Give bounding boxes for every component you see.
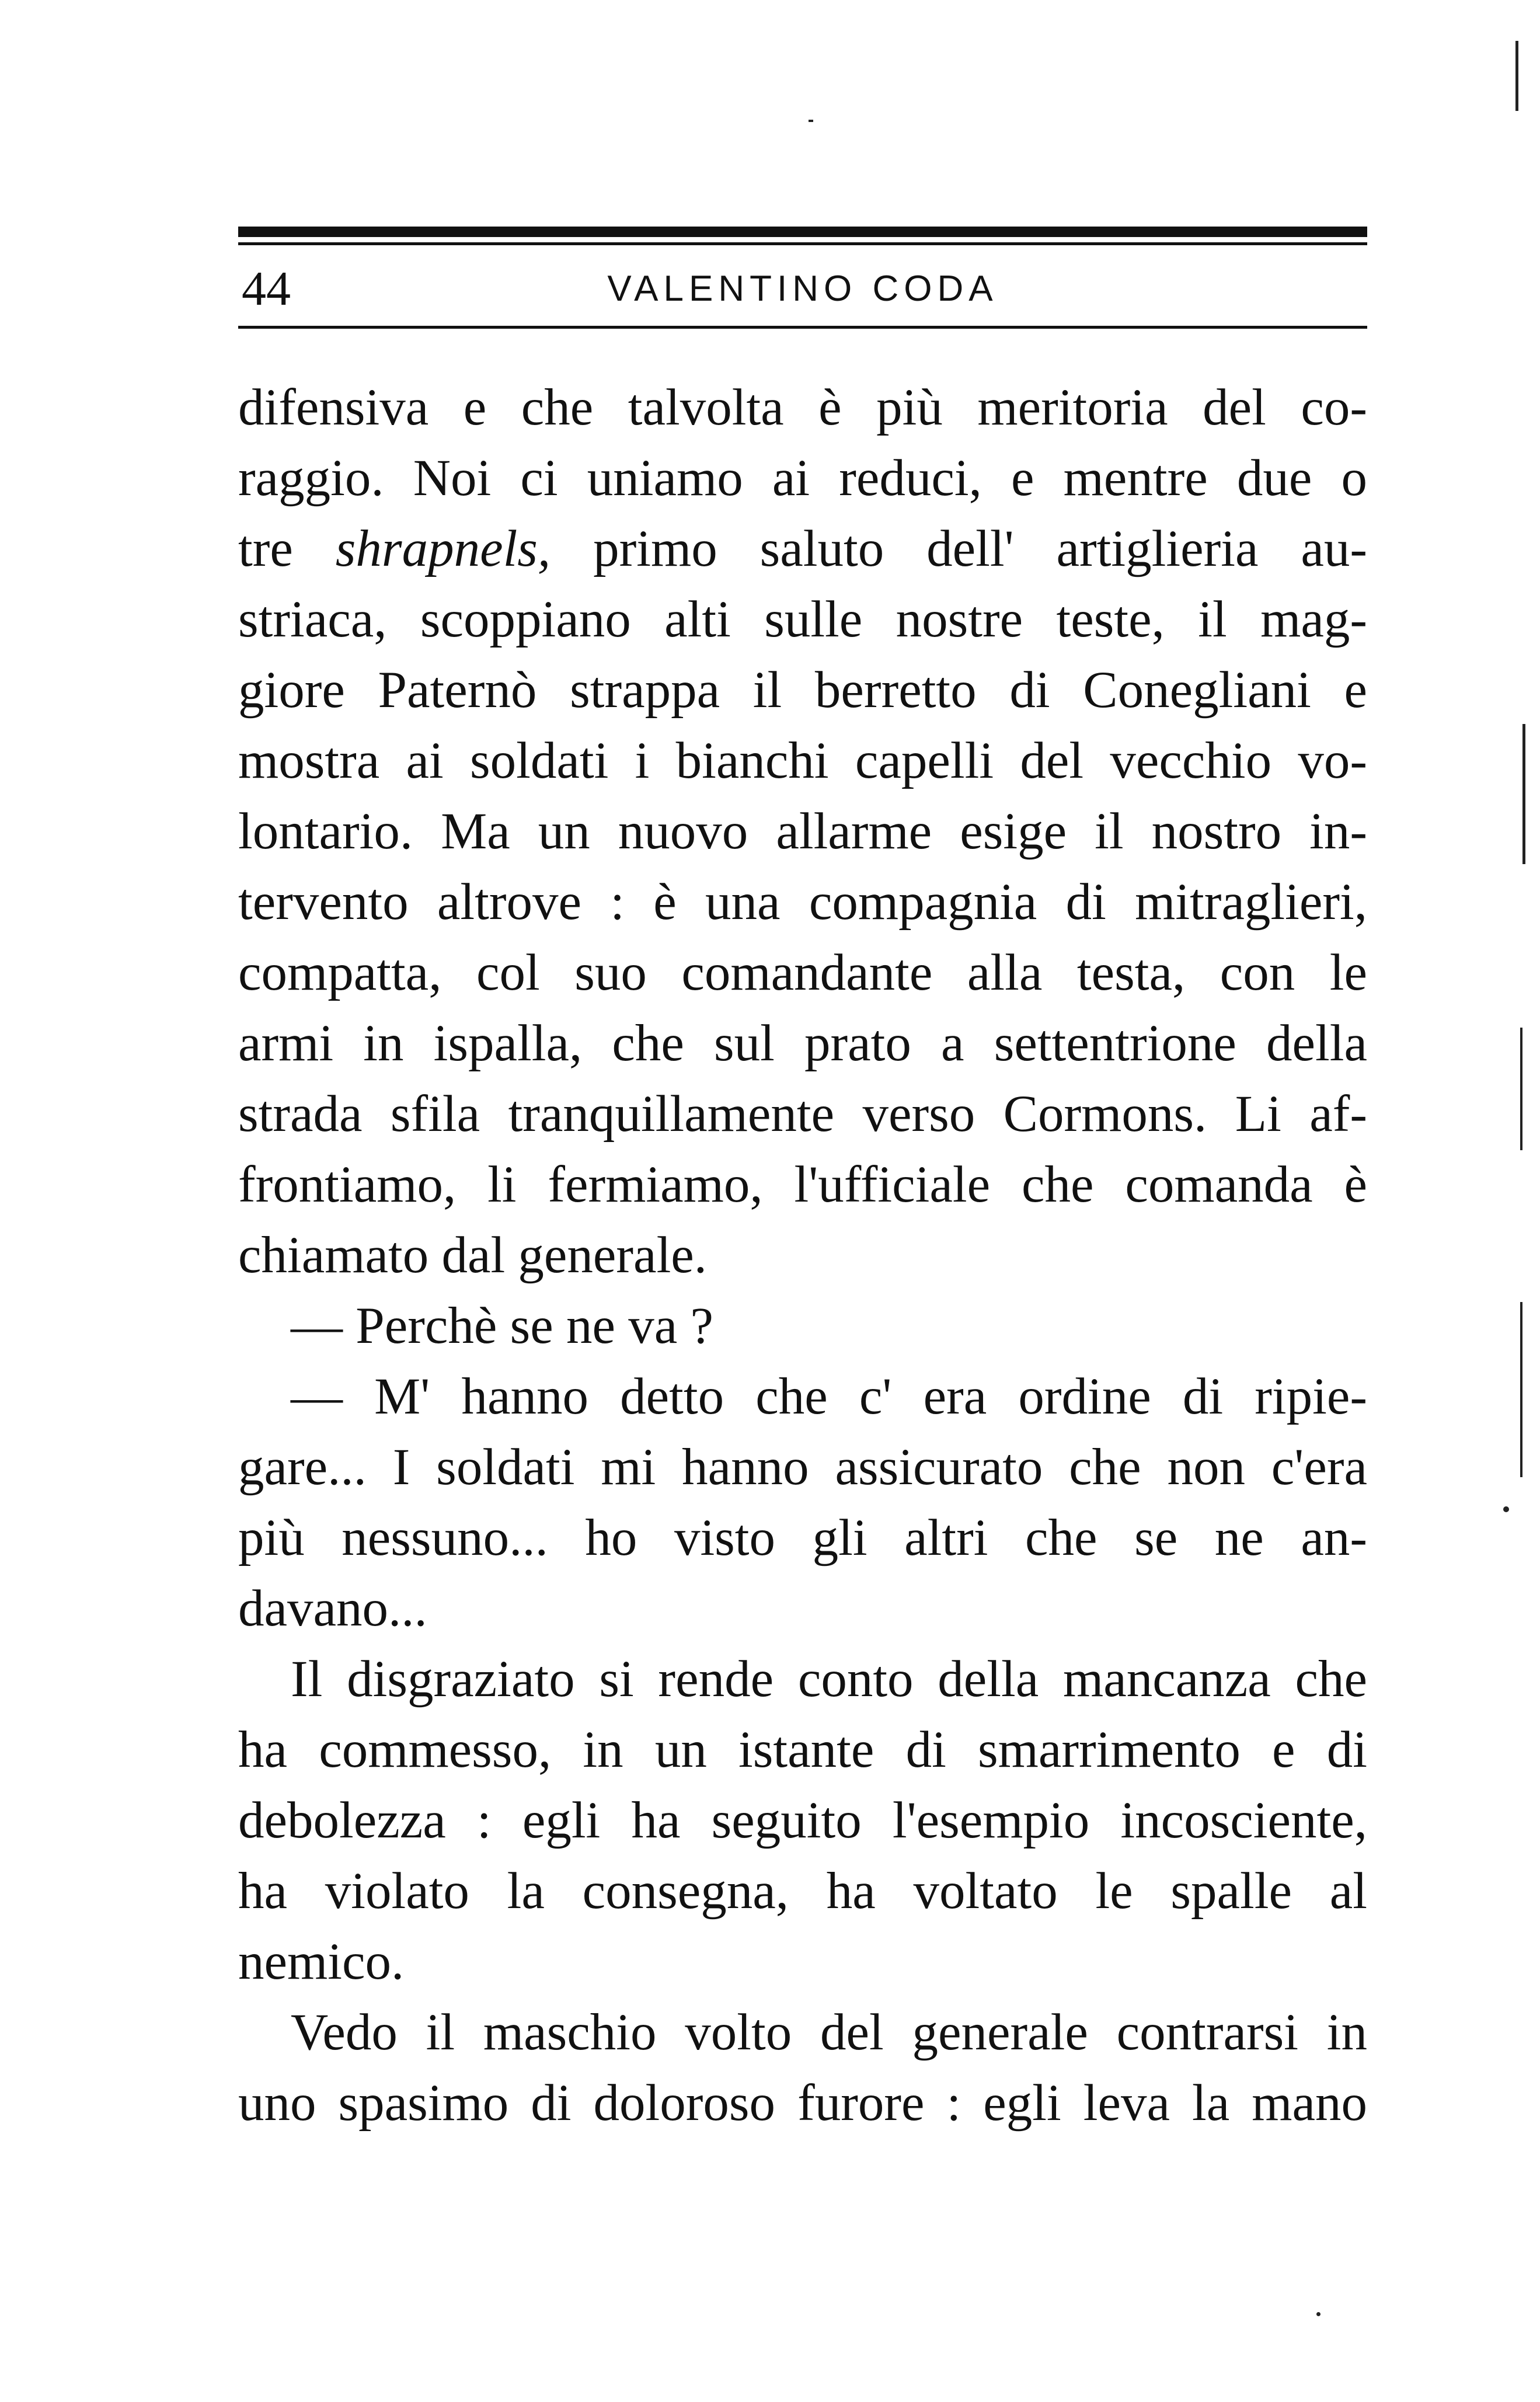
scan-edge-mark [1520, 1028, 1522, 1150]
scan-speck [1316, 2312, 1321, 2316]
text-line: ha commesso, in un istante di smarrimento e di [238, 1721, 1367, 1778]
running-head: VALENTINO CODA [607, 269, 998, 309]
text-line: uno spasimo di doloroso furore : egli leva la mano [238, 2074, 1367, 2132]
italic-word: shrapnels, [335, 520, 551, 577]
text-line: raggio. Noi ci uniamo ai reduci, e mentre due o [238, 450, 1367, 507]
text-line: debolezza : egli ha seguito l'esempio incosciente, [238, 1792, 1367, 1849]
text-line: nemico. [238, 1933, 405, 1990]
text-fragment: primo saluto dell' artiglieria au- [551, 520, 1368, 577]
text-line: giore Paternò strappa il berretto di Conegliani e [238, 662, 1367, 719]
dialogue-line: — M' hanno detto che c' era ordine di ripie- [291, 1368, 1367, 1425]
text-line: davano... [238, 1580, 427, 1637]
text-fragment: tre [238, 520, 336, 577]
text-line: strada sfila tranquillamente verso Cormons. Li af- [238, 1085, 1367, 1143]
text-line: più nessuno... ho visto gli altri che se ne an- [238, 1509, 1367, 1566]
text-line: frontiamo, li fermiamo, l'ufficiale che comanda è [238, 1156, 1367, 1213]
scan-edge-mark [1515, 41, 1518, 111]
scan-speck [1503, 1506, 1509, 1512]
text-line: lontario. Ma un nuovo allarme esige il nostro in- [238, 803, 1367, 860]
text-line: armi in ispalla, che sul prato a settentrione della [238, 1015, 1367, 1072]
text-line: chiamato dal generale. [238, 1227, 708, 1284]
text-line [238, 514, 1367, 584]
text-line: compatta, col suo comandante alla testa, con le [238, 944, 1367, 1001]
page-number: 44 [242, 262, 291, 316]
text-line: mostra ai soldati i bianchi capelli del vecchio vo- [238, 732, 1367, 789]
scan-speck [809, 120, 813, 122]
body-text [238, 373, 1367, 2139]
scan-edge-mark [1522, 724, 1525, 864]
header-rule-thick [238, 227, 1367, 237]
header-rule-thin [238, 242, 1367, 245]
text-line: ha violato la consegna, ha voltato le spalle al [238, 1863, 1367, 1920]
dialogue-line: — Perchè se ne va ? [291, 1297, 714, 1355]
text-line: Vedo il maschio volto del generale contrarsi in [291, 2004, 1367, 2061]
text-line: striaca, scoppiano alti sulle nostre teste, il mag- [238, 591, 1367, 648]
text-line: tervento altrove : è una compagnia di mitraglieri, [238, 873, 1367, 931]
text-line: Il disgraziato si rende conto della mancanza che [291, 1651, 1367, 1708]
page-header [238, 257, 1367, 321]
text-line: gare... I soldati mi hanno assicurato che non c'era [238, 1439, 1367, 1496]
header-rule-under [238, 326, 1367, 329]
text-line: difensiva e che talvolta è più meritoria del co- [238, 379, 1367, 436]
scan-edge-mark [1520, 1302, 1522, 1477]
